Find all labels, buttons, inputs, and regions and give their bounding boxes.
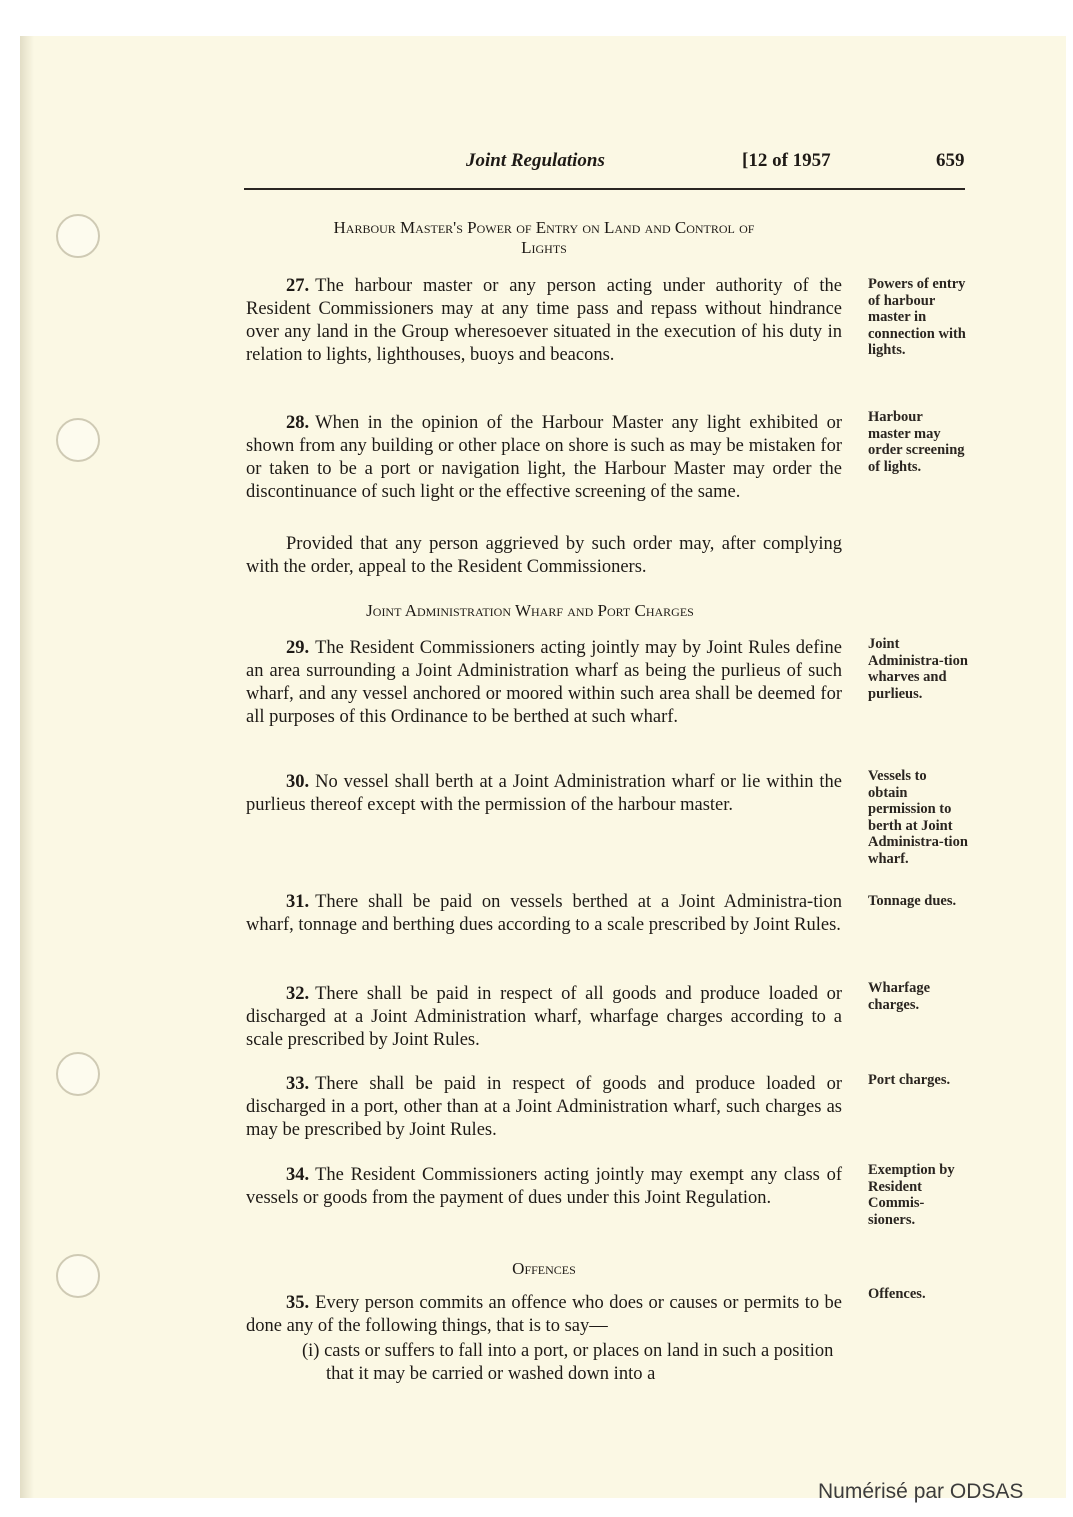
section-27 xyxy=(246,275,842,367)
running-title: Joint Regulations xyxy=(466,150,605,171)
heading-line: Lights xyxy=(521,238,567,257)
section-32 xyxy=(246,983,842,1052)
section-heading-wharf-charges: Joint Administration Wharf and Port Charges xyxy=(366,601,694,620)
section-heading-offences: Offences xyxy=(512,1259,576,1278)
section-number: 34. xyxy=(286,1165,310,1185)
margin-note-29: Joint Administra-tion wharves and purlieus. xyxy=(868,636,968,702)
section-text: There shall be paid in respect of all goods and produce loaded or discharged at a Joint Administration wharf, wharfage charges according to a scale prescribed by Joint Rules. xyxy=(246,984,842,1050)
section-number: 28. xyxy=(286,413,310,433)
section-number: 31. xyxy=(286,892,310,912)
section-text: There shall be paid on vessels berthed at a Joint Administra-tion wharf, tonnage and berthing dues according to a scale prescribed by Joint Rules. xyxy=(246,892,842,935)
margin-note-31: Tonnage dues. xyxy=(868,893,957,909)
margin-note-30: Vessels to obtain permission to berth at Joint Administra-tion wharf. xyxy=(868,768,968,867)
section-34 xyxy=(246,1164,842,1210)
section-text: The Resident Commissioners acting jointly may by Joint Rules define an area surrounding a Joint Administration wharf as being the purlieus of such wharf, and any vessel anchored or moored within such area shall be deemed for all purposes of this Ordinance to be berthed at such wharf. xyxy=(246,638,842,727)
section-31 xyxy=(246,891,842,937)
section-number: 27. xyxy=(286,276,310,296)
section-33 xyxy=(246,1073,842,1142)
section-number: 35. xyxy=(286,1293,310,1313)
section-35-item-i: (i) casts or suffers to fall into a port, or places on land in such a position that it may be carried or washed down into a xyxy=(302,1341,834,1384)
section-text: When in the opinion of the Harbour Master any light exhibited or shown from any building or other place on shore is such as may be mistaken for or taken to be a port or navigation light, the Harbour Master may order the discontinuance of such light or the effective screening of the same. xyxy=(246,413,842,502)
section-text: No vessel shall berth at a Joint Administration wharf or lie within the purlieus thereof except with the permission of the harbour master. xyxy=(246,772,842,815)
section-heading-harbour-master xyxy=(244,218,844,258)
margin-note-32: Wharfage charges. xyxy=(868,980,931,1013)
section-28 xyxy=(246,412,842,504)
heading-line: Harbour Master's Power of Entry on Land and Control of xyxy=(333,218,755,237)
act-reference: [12 of 1957 xyxy=(742,150,831,171)
section-35 xyxy=(246,1292,842,1338)
section-number: 32. xyxy=(286,984,310,1004)
section-29 xyxy=(246,637,842,729)
margin-note-28: Harbour master may order screening of lights. xyxy=(868,409,965,475)
digitization-stamp: Numérisé par ODSAS xyxy=(818,1480,1024,1503)
section-text: There shall be paid in respect of goods and produce loaded or discharged in a port, other than at a Joint Administration wharf, such charges as may be prescribed by Joint Rules. xyxy=(246,1074,842,1140)
proviso-text: Provided that any person aggrieved by such order may, after complying with the order, appeal to the Resident Commissioners. xyxy=(246,534,842,577)
binder-hole xyxy=(56,1052,100,1096)
binder-hole xyxy=(56,214,100,258)
margin-note-34: Exemption by Resident Commis-sioners. xyxy=(868,1162,955,1228)
section-text: The Resident Commissioners acting jointly may exempt any class of vessels or goods from the payment of dues under this Joint Regulation. xyxy=(246,1165,842,1208)
section-text: The harbour master or any person acting under authority of the Resident Commissioners may at any time pass and repass without hindrance over any land in the Group wheresoever situated in the execution of his duty in relation to lights, lighthouses, buoys and beacons. xyxy=(246,276,842,365)
section-text: Every person commits an offence who does or causes or permits to be done any of the following things, that is to say— xyxy=(246,1293,842,1336)
section-number: 29. xyxy=(286,638,310,658)
section-28-proviso xyxy=(246,533,842,579)
margin-note-27: Powers of entry of harbour master in connection with lights. xyxy=(868,276,966,358)
header-rule xyxy=(244,188,965,190)
margin-note-33: Port charges. xyxy=(868,1072,951,1088)
binder-hole xyxy=(56,418,100,462)
margin-note-35: Offences. xyxy=(868,1286,926,1302)
binder-hole xyxy=(56,1254,100,1298)
section-30 xyxy=(246,771,842,817)
page-edge-shadow xyxy=(20,36,34,1498)
page-number: 659 xyxy=(936,150,965,171)
section-number: 33. xyxy=(286,1074,310,1094)
section-number: 30. xyxy=(286,772,310,792)
